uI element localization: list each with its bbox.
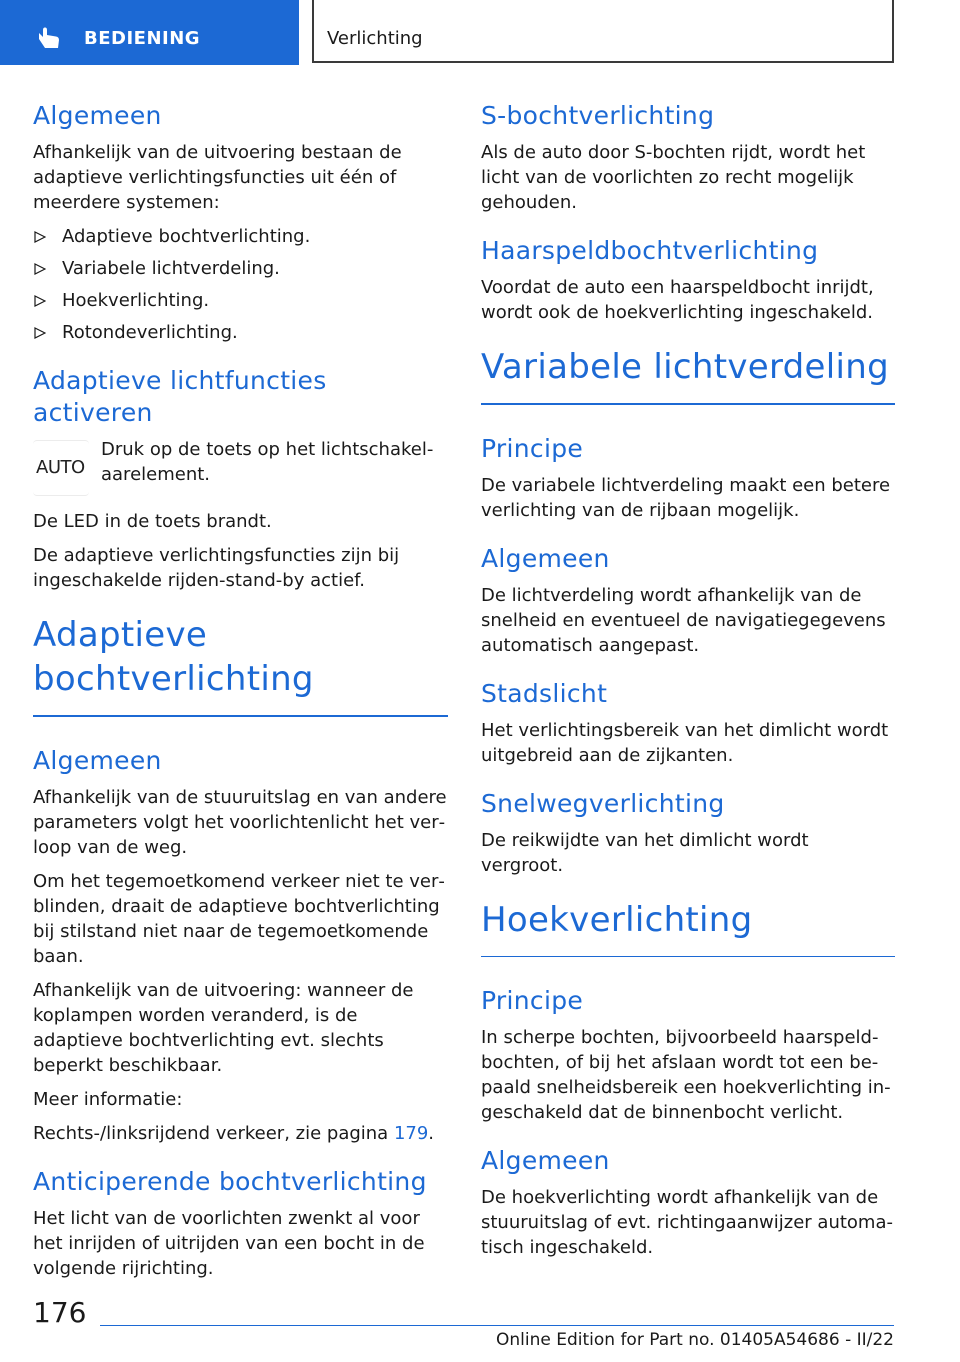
footer-divider <box>100 1325 894 1326</box>
bend-text-5: Rechts-/linksrijdend verkeer, zie pagina 179. <box>33 1122 435 1144</box>
right-column <box>481 100 895 1280</box>
bend-text-4: Meer informatie: <box>33 1088 183 1110</box>
corner-principle-text: In scherpe bochten, bijvoorbeeld haarspeldbochten, of bij het afslaan wordt tot een bepaald snelheidsbereik een hoekverlichting ingeschakeld dat de binnenbocht verlicht. <box>481 1027 891 1123</box>
section-variable-general <box>481 543 895 658</box>
section-corner-principle <box>481 985 895 1125</box>
heading-general: Algemeen <box>33 101 162 130</box>
section-tab <box>0 0 299 65</box>
triangle-bullet-icon <box>34 295 46 307</box>
activate-standby-text: De adaptieve verlichtingsfuncties zijn bij ingeschakelde rijden-stand-by actief. <box>33 545 400 591</box>
city-light-text: Het verlichtingsbereik van het dimlicht wordt uitgebreid aan de zijkanten. <box>481 719 889 766</box>
section-general <box>33 100 448 345</box>
section-s-bend <box>481 100 895 215</box>
triangle-bullet-icon <box>34 263 46 275</box>
heading-hairpin: Haarspeldbochtverlichting <box>481 236 819 265</box>
section-bend-general <box>33 745 448 1146</box>
auto-button-text: Druk op de toets op het lichtschakelaarelement. <box>101 439 434 485</box>
anticipating-text: Het licht van de voorlichten zwenkt al voor het inrijden of uitrijden van een bocht in de volgende rijrichting. <box>33 1207 425 1279</box>
page-number: 176 <box>33 1296 87 1329</box>
auto-button-row <box>33 437 448 501</box>
variable-principle-text: De variabele lichtverdeling maakt een betere verlichting van de rijbaan mogelijk. <box>481 474 891 521</box>
variable-general-text: De lichtverdeling wordt afhankelijk van de snelheid en eventueel de navigatiegegevens automatisch aangepast. <box>481 584 886 656</box>
section-corner-general <box>481 1145 895 1260</box>
chapter-header <box>312 0 894 63</box>
section-anticipating <box>33 1166 448 1281</box>
divider <box>481 403 895 405</box>
bend-text-2: Om het tegemoetkomend verkeer niet te verblinden, draait de adaptieve bochtverlichting bij stilstand niet naar de tegemoetkomende baan. <box>33 870 445 967</box>
systems-list <box>33 224 448 345</box>
chapter-label: Verlichting <box>327 28 423 49</box>
list-item: Rotondeverlichting. <box>33 320 448 345</box>
highway-light-text: De reikwijdte van het dimlicht wordt vergroot. <box>481 829 809 876</box>
section-activate <box>33 365 448 593</box>
heading-city-light: Stadslicht <box>481 678 608 708</box>
left-column <box>33 100 448 1301</box>
heading-variable-general: Algemeen <box>481 543 610 573</box>
activate-led-text: De LED in de toets brandt. <box>33 511 272 532</box>
triangle-bullet-icon <box>34 231 46 243</box>
divider <box>33 715 448 717</box>
heading-corner: Hoekverlichting <box>481 899 753 940</box>
section-city-light <box>481 678 895 768</box>
divider <box>481 956 895 958</box>
s-bend-text: Als de auto door S-bochten rijdt, wordt het licht van de voorlichten zo recht mogelijk gehouden. <box>481 142 866 213</box>
pointing-hand-icon <box>36 24 62 50</box>
heading-bend-general: Algemeen <box>33 745 162 775</box>
section-highway-light <box>481 788 895 878</box>
heading-highway-light: Snelwegverlichting <box>481 788 725 818</box>
bend-text-1: Afhankelijk van de stuuruitslag en van andere parameters volgt het voorlichtenlicht het verloop van de weg. <box>33 786 447 858</box>
heading-adaptive-bend: Adaptieve bochtverlichting <box>33 615 314 699</box>
section-hairpin <box>481 235 895 325</box>
hairpin-text: Voordat de auto een haarspeldbocht inrijdt, wordt ook de hoekverlichting ingeschakeld. <box>481 277 874 323</box>
corner-general-text: De hoekverlichting wordt afhankelijk van de stuuruitslag of evt. richtingaanwijzer automatisch ingeschakeld. <box>481 1187 893 1258</box>
section-variable-principle <box>481 433 895 523</box>
edition-text: Online Edition for Part no. 01405A54686 - II/22 <box>495 1330 894 1350</box>
list-item: Adaptieve bochtverlichting. <box>33 224 448 249</box>
general-text: Afhankelijk van de uitvoering bestaan de adaptieve verlichtingsfuncties uit één of meerdere systemen: <box>33 142 402 213</box>
heading-variable-principle: Principe <box>481 433 584 463</box>
heading-corner-principle: Principe <box>481 986 584 1015</box>
heading-anticipating: Anticiperende bochtverlichting <box>33 1166 427 1196</box>
heading-variable: Variabele lichtverdeling <box>481 347 889 387</box>
page-reference-link[interactable]: 179 <box>393 1122 429 1144</box>
triangle-bullet-icon <box>34 327 46 339</box>
list-item: Variabele lichtverdeling. <box>33 256 448 281</box>
bend-text-3: Afhankelijk van de uitvoering: wanneer de koplampen worden veranderd, is de adaptieve bochtverlichting evt. slechts beperkt beschikbaar. <box>33 979 414 1076</box>
list-item: Hoekverlichting. <box>33 288 448 313</box>
heading-s-bend: S-bochtverlichting <box>481 101 715 130</box>
section-label: BEDIENING <box>84 28 201 49</box>
heading-corner-general: Algemeen <box>481 1146 610 1175</box>
heading-activate: Adaptieve lichtfuncties activeren <box>33 366 327 427</box>
auto-button-icon: AUTO <box>33 440 89 496</box>
